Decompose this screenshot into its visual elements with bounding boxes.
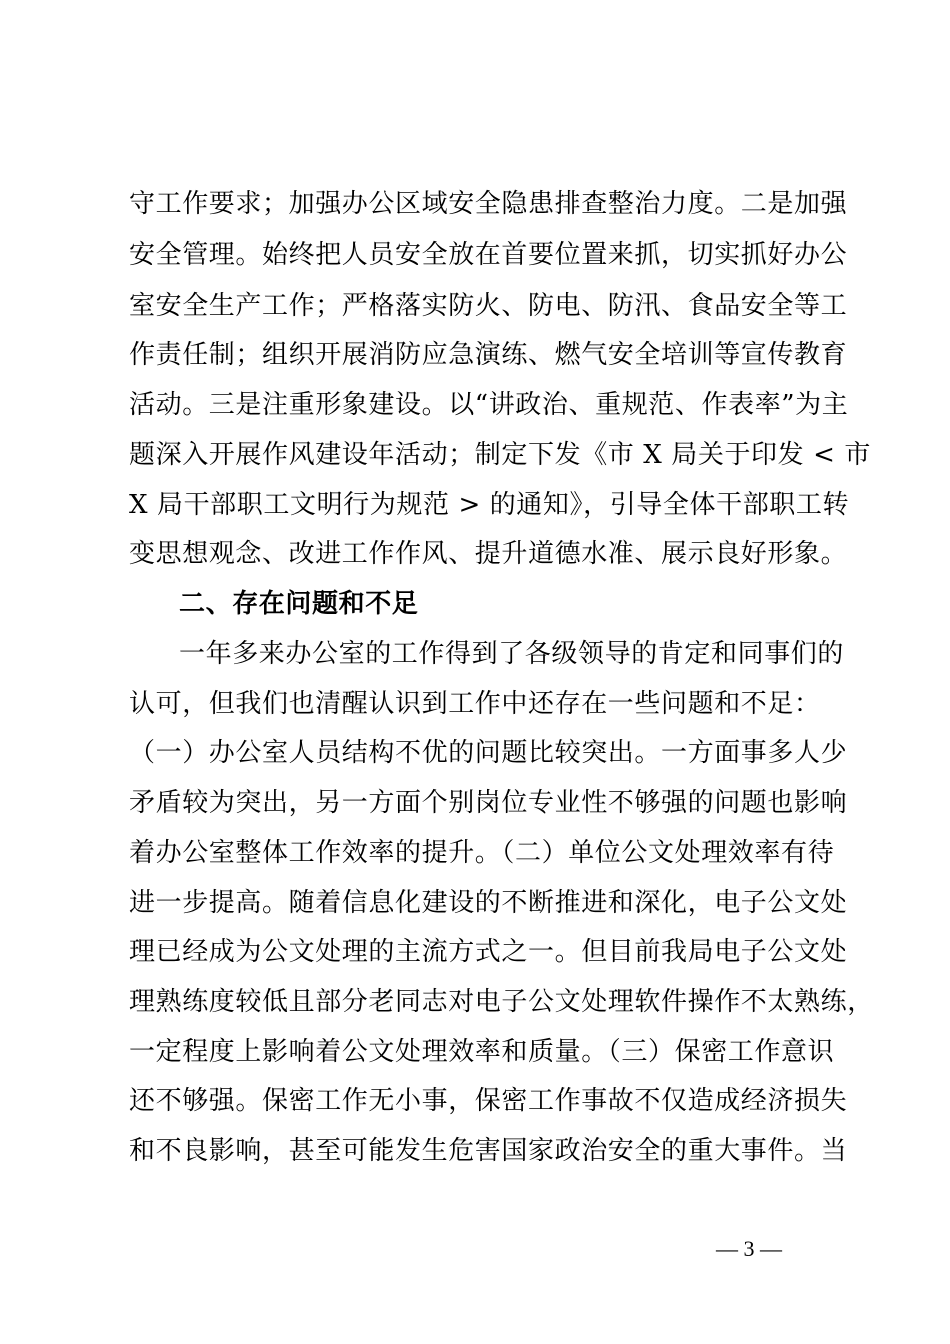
body-text-line: 活动。三是注重形象建设。以“讲政治、重规范、作表率”为主: [129, 390, 849, 420]
body-text-line: 理已经成为公文处理的主流方式之一。但目前我局电子公文处: [129, 937, 848, 967]
body-text-line: （一）办公室人员结构不优的问题比较突出。一方面事多人少: [129, 738, 848, 768]
body-text-line: 认可，但我们也清醒认识到工作中还存在一些问题和不足：: [129, 689, 821, 719]
body-text-line: 室安全生产工作；严格落实防火、防电、防汛、食品安全等工: [129, 291, 848, 321]
body-text-line: 变思想观念、改进工作作风、提升道德水准、展示良好形象。: [129, 539, 848, 569]
body-text-line: 作责任制；组织开展消防应急演练、燃气安全培训等宣传教育: [129, 340, 848, 370]
body-text-line: 矛盾较为突出，另一方面个别岗位专业性不够强的问题也影响: [129, 788, 848, 818]
body-text-line: 一定程度上影响着公文处理效率和质量。（三）保密工作意识: [129, 1037, 835, 1067]
body-text-line: 一年多来办公室的工作得到了各级领导的肯定和同事们的: [179, 639, 845, 669]
body-text-line: 题深入开展作风建设年活动；制定下发《市 X 局关于印发 < 市: [129, 440, 871, 470]
body-text-line: 守工作要求；加强办公区域安全隐患排查整治力度。二是加强: [129, 189, 848, 219]
page-number: — 3 —: [716, 1236, 782, 1261]
body-text-line: 着办公室整体工作效率的提升。（二）单位公文处理效率有待: [129, 838, 835, 868]
body-text-line: 安全管理。始终把人员安全放在首要位置来抓，切实抓好办公: [129, 240, 848, 270]
body-text-line: 进一步提高。随着信息化建设的不断推进和深化，电子公文处: [129, 888, 848, 918]
body-text-line: 和不良影响，甚至可能发生危害国家政治安全的重大事件。当: [129, 1136, 848, 1166]
body-text-line: X 局干部职工文明行为规范 > 的通知》，引导全体干部职工转: [129, 490, 850, 520]
body-text-line: 理熟练度较低且部分老同志对电子公文处理软件操作不太熟练，: [129, 987, 874, 1017]
section-heading: 二、存在问题和不足: [179, 589, 419, 619]
body-text-line: 还不够强。保密工作无小事，保密工作事故不仅造成经济损失: [129, 1086, 848, 1116]
